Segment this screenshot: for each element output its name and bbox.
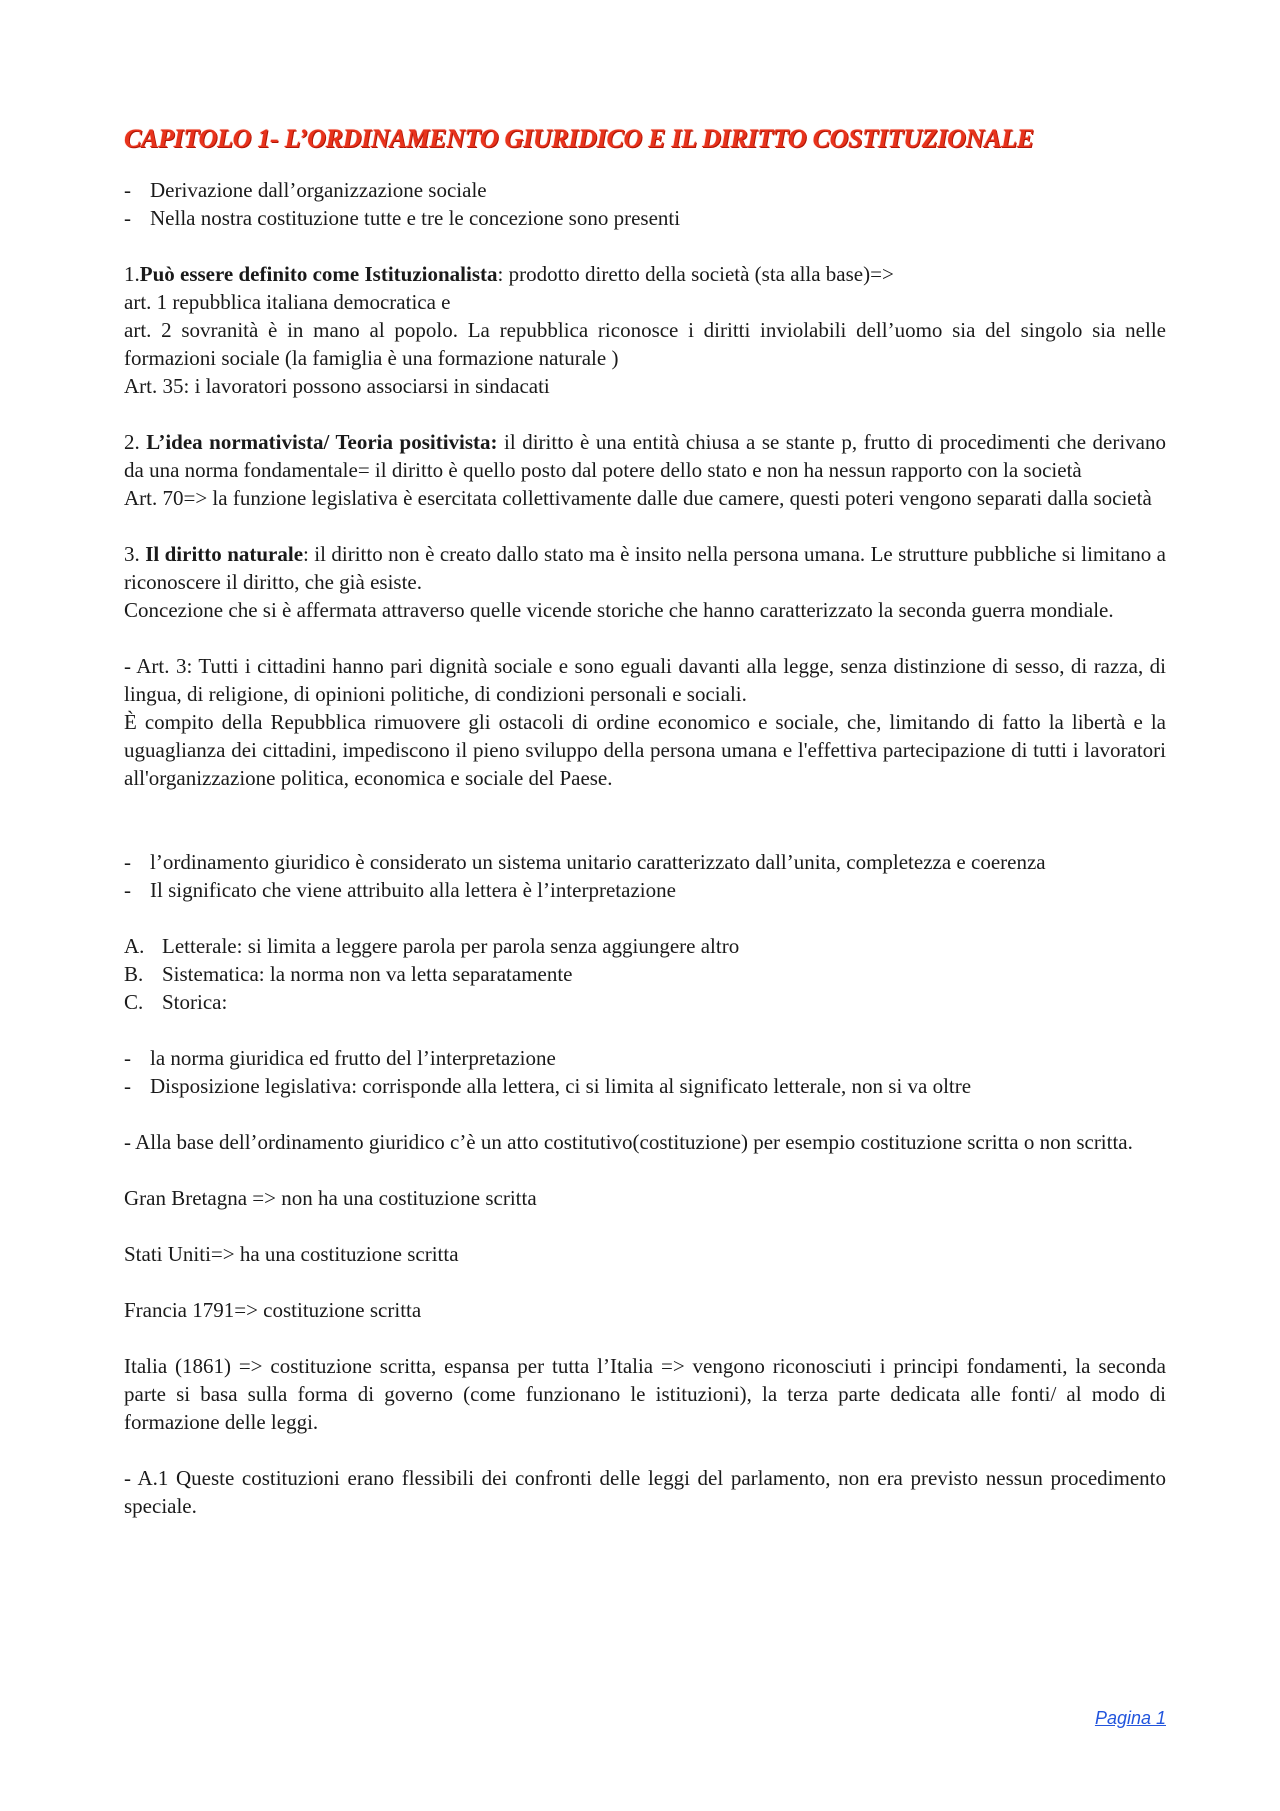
section-2-paragraph: 2. L’idea normativista/ Teoria positivista: il diritto è una entità chiusa a se stante p, frutto di procedimenti che derivano da una norma fondamentale= il diritto è quello posto dal potere dello stato e non ha nessun rapporto con la società (124, 430, 1166, 482)
art3-paragraph-2: È compito della Repubblica rimuovere gli ostacoli di ordine economico e sociale, che, limitando di fatto la libertà e la uguaglianza dei cittadini, impediscono il pieno sviluppo della persona umana e l'effettiva partecipazione di tutti i lavoratori all'organizzazione politica, economica e sociale del Paese. (124, 710, 1166, 790)
list-item: - Derivazione dall’organizzazione sociale (124, 178, 487, 202)
a1-paragraph: - A.1 Queste costituzioni erano flessibili dei confronti delle leggi del parlamento, non era previsto nessun procedimento speciale. (124, 1466, 1166, 1518)
section-1-line: Art. 35: i lavoratori possono associarsi in sindacati (124, 374, 550, 398)
interpretation-list (124, 932, 1166, 1016)
section-3-paragraph: 3. Il diritto naturale: il diritto non è creato dallo stato ma è insito nella persona umana. Le strutture pubbliche si limitano a riconoscere il diritto, che già esiste. (124, 542, 1166, 594)
list-item: - Nella nostra costituzione tutte e tre le concezione sono presenti (124, 206, 681, 230)
norma-bullets (124, 1044, 1166, 1100)
country-line: Italia (1861) => costituzione scritta, espansa per tutta l’Italia => vengono riconosciuti i principi fondamenti, la seconda parte si basa sulla forma di governo (come funzionano le istituzioni), la terza parte dedicata alle fonti/ al modo di formazione delle leggi. (124, 1354, 1166, 1434)
country-line: Gran Bretagna => non ha una costituzione scritta (124, 1186, 537, 1210)
list-item: B. Sistematica: la norma non va letta separatamente (124, 962, 573, 986)
ordinamento-bullets (124, 848, 1166, 904)
list-item: - Il significato che viene attribuito alla lettera è l’interpretazione (124, 878, 676, 902)
page-number-link[interactable]: Pagina 1 (1094, 1708, 1166, 1728)
chapter-title: CAPITOLO 1- L’ORDINAMENTO GIURIDICO E IL DIRITTO COSTITUZIONALE (124, 124, 1034, 153)
country-line: Stati Uniti=> ha una costituzione scritta (124, 1242, 459, 1266)
list-item: - Disposizione legislativa: corrisponde alla lettera, ci si limita al significato letterale, non si va oltre (124, 1074, 972, 1098)
art3-paragraph: - Art. 3: Tutti i cittadini hanno pari dignità sociale e sono eguali davanti alla legge, senza distinzione di sesso, di razza, di lingua, di religione, di opinioni politiche, di condizioni personali e sociali. (124, 654, 1166, 706)
intro-bullets (124, 176, 1166, 232)
section-1-heading: 1.Può essere definito come Istituzionalista: prodotto diretto della società (sta alla base)=> (124, 262, 894, 286)
list-item: A. Letterale: si limita a leggere parola per parola senza aggiungere altro (124, 934, 740, 958)
list-item: C. Storica: (124, 990, 228, 1014)
list-item: - l’ordinamento giuridico è considerato un sistema unitario caratterizzato dall’unita, completezza e coerenza (124, 850, 1046, 874)
section-1-line: art. 2 sovranità è in mano al popolo. La repubblica riconosce i diritti inviolabili dell’uomo sia del singolo sia nelle formazioni sociale (la famiglia è una formazione naturale ) (124, 318, 1166, 370)
section-3-extra: Concezione che si è affermata attraverso quelle vicende storiche che hanno caratterizzato la seconda guerra mondiale. (124, 598, 1114, 622)
country-line: Francia 1791=> costituzione scritta (124, 1298, 422, 1322)
page-content (124, 122, 1166, 1520)
list-item: - la norma giuridica ed frutto del l’interpretazione (124, 1046, 556, 1070)
section-1-line: art. 1 repubblica italiana democratica e (124, 290, 451, 314)
section-2-article: Art. 70=> la funzione legislativa è esercitata collettivamente dalle due camere, questi poteri vengono separati dalla società (124, 486, 1152, 510)
base-paragraph: - Alla base dell’ordinamento giuridico c’è un atto costitutivo(costituzione) per esempio costituzione scritta o non scritta. (124, 1130, 1133, 1154)
